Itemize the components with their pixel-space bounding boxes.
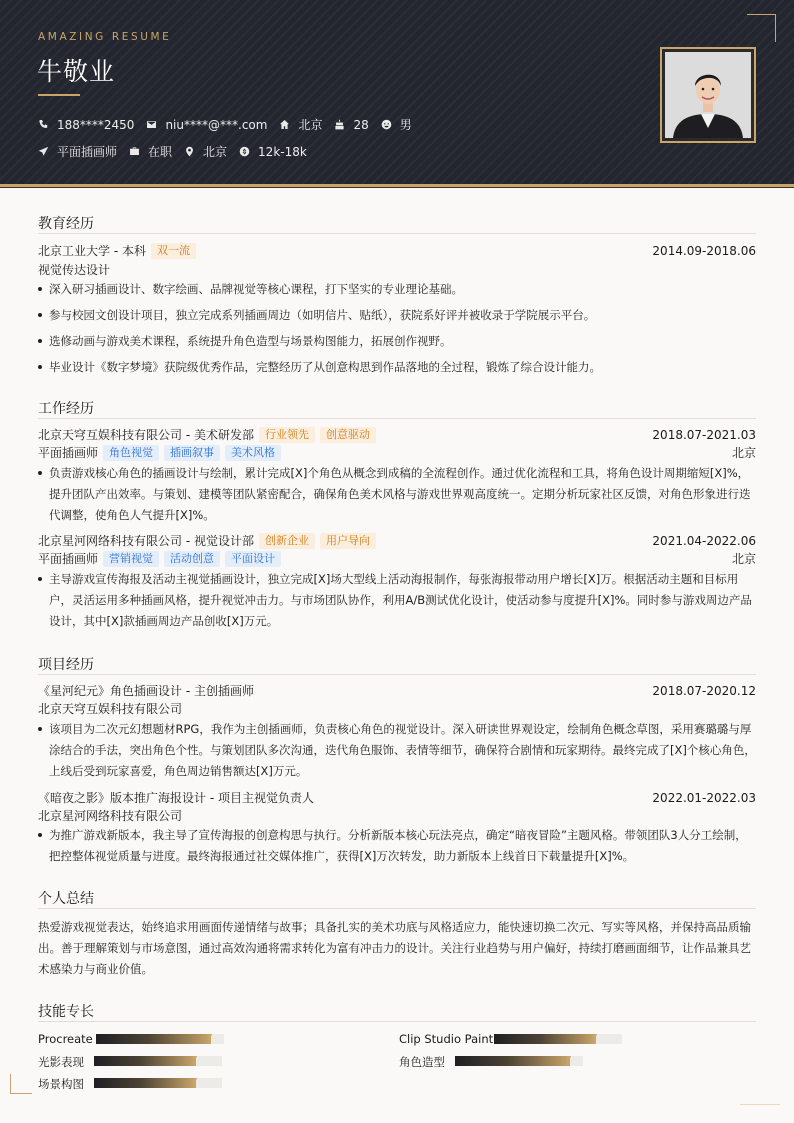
company-name: 北京天穹互娱科技有限公司 - 美术研发部 xyxy=(38,428,254,442)
project-description: 为推广游戏新版本，我主导了宣传海报的创意构思与执行。分析新版本核心玩法亮点，确定“暗夜冒险”主题风格。带领团队3人分工绘制，把控整体视觉质量与进度。最终海报通过社交媒体推广，获得[X]万次转发，助力新版本上线首日下载量提升[X]%。 xyxy=(38,825,756,867)
phone-item xyxy=(38,118,134,132)
status-item xyxy=(129,143,172,160)
section-divider xyxy=(38,674,756,675)
education-bullet: 选修动画与游戏美术课程，系统提升角色造型与场景构图能力，拓展创作视野。 xyxy=(38,331,756,352)
skill-name: Procreate xyxy=(38,1032,93,1046)
corner-ornament xyxy=(10,1074,32,1094)
job-intent-row xyxy=(38,143,319,160)
project-company: 北京天穹互娱科技有限公司 xyxy=(38,702,183,716)
section-divider xyxy=(38,908,756,909)
job-header-row xyxy=(38,426,756,443)
skill-bar xyxy=(455,1056,583,1066)
project-name: 《星河纪元》角色插画设计 - 主创插画师 xyxy=(38,684,254,698)
age-item xyxy=(334,118,368,132)
skill-tag: 营销视觉 xyxy=(103,551,159,567)
skill-bar-fill xyxy=(494,1034,596,1044)
skill-tag: 活动创意 xyxy=(164,551,220,567)
skill-name: 场景构图 xyxy=(38,1077,84,1091)
company-tag: 创意驱动 xyxy=(320,427,376,443)
project-header-row xyxy=(38,789,756,806)
age-text: 28 xyxy=(353,117,369,132)
project-name: 《暗夜之影》版本推广海报设计 - 项目主视觉负责人 xyxy=(38,791,314,805)
skill-tag: 角色视觉 xyxy=(103,445,159,461)
skill-item xyxy=(399,1032,493,1046)
resume-header xyxy=(0,0,794,184)
skill-item xyxy=(38,1032,93,1046)
project-description: 该项目为二次元幻想题材RPG，我作为主创插画师，负责核心角色的视觉设计。深入研读世界观设定，绘制角色概念草图，采用赛璐璐与厚涂结合的手法，突出角色个性。与策划团队多次沟通，迭代角色服饰、表情等细节，确保符合剧情和玩家期待。最终完成了[X]个核心角色，上线后受到玩家喜爱，角色周边销售额达[X]万元。 xyxy=(38,719,756,782)
phone-text: 188****2450 xyxy=(57,117,135,132)
education-bullet: 毕业设计《数字梦境》获院级优秀作品，完整经历了从创意构思到作品落地的全过程，锻炼了综合设计能力。 xyxy=(38,357,756,378)
phone-icon xyxy=(38,119,49,130)
profile-photo xyxy=(660,47,756,143)
job-role-row xyxy=(38,444,756,461)
email-text: niu****@***.com xyxy=(165,117,268,132)
position-text: 平面插画师 xyxy=(57,145,118,159)
status-text: 在职 xyxy=(148,145,173,159)
section-divider xyxy=(38,1021,756,1022)
section-divider xyxy=(38,418,756,419)
skill-name: Clip Studio Paint xyxy=(399,1032,494,1046)
section-divider xyxy=(38,233,756,234)
summary-section-title: 个人总结 xyxy=(38,891,94,907)
skill-bar xyxy=(96,1034,224,1044)
mail-icon xyxy=(146,119,157,130)
project-date: 2018.07-2020.12 xyxy=(652,683,756,698)
skill-name: 角色造型 xyxy=(399,1055,445,1069)
job-role: 平面插画师 xyxy=(38,446,99,460)
cake-icon xyxy=(334,119,345,130)
skill-tag: 插画叙事 xyxy=(164,445,220,461)
summary-text: 热爱游戏视觉表达，始终追求用画面传递情绪与故事；具备扎实的美术功底与风格适应力，能快速切换二次元、写实等风格，并保持高品质输出。善于理解策划与市场意图，通过高效沟通将需求转化为富有冲击力的设计。关注行业趋势与用户偏好，持续打磨画面细节，让作品兼具艺术感染力与商业价值。 xyxy=(38,920,751,976)
header-shadow-line xyxy=(0,187,794,188)
corner-ornament xyxy=(740,1104,780,1105)
job-date: 2018.07-2021.03 xyxy=(652,427,756,442)
skill-tag: 美术风格 xyxy=(225,445,281,461)
job-date: 2021.04-2022.06 xyxy=(652,533,756,548)
project-header-row xyxy=(38,682,756,699)
school-name: 北京工业大学 - 本科 xyxy=(38,244,146,258)
company-name: 北京星河网络科技有限公司 - 视觉设计部 xyxy=(38,534,254,548)
company-tag: 用户导向 xyxy=(320,533,376,549)
major-name: 视觉传达设计 xyxy=(38,263,111,277)
avatar xyxy=(665,52,751,138)
send-icon xyxy=(38,146,49,157)
candidate-name: 牛敬业 xyxy=(37,57,116,86)
job-role-row xyxy=(38,550,756,567)
location-pin-icon xyxy=(184,146,195,157)
skill-item xyxy=(38,1076,84,1092)
skill-bar-fill xyxy=(94,1078,196,1088)
name-underline xyxy=(38,94,80,96)
company-tag: 行业领先 xyxy=(259,427,315,443)
job-description: 负责游戏核心角色的插画设计与绘制，累计完成[X]个角色从概念到成稿的全流程创作。通过优化流程和工具，将角色设计周期缩短[X]%，提升团队产出效率。与策划、建模等团队紧密配合，确保角色美术风格与游戏世界观高度统一。定期分析玩家社区反馈，对角色形象进行迭代调整，使角色人气提升[X]%。 xyxy=(38,463,756,526)
skill-item xyxy=(38,1054,84,1070)
position-item xyxy=(38,143,117,160)
skill-bar-fill xyxy=(96,1034,211,1044)
gender-text: 男 xyxy=(399,118,412,132)
target-city-item xyxy=(184,143,227,160)
education-section-title: 教育经历 xyxy=(38,216,94,232)
skills-section-title: 技能专长 xyxy=(38,1004,94,1020)
salary-text: 12k-18k xyxy=(258,144,307,159)
project-company: 北京星河网络科技有限公司 xyxy=(38,809,183,823)
portrait-illustration xyxy=(665,52,751,138)
city-text: 北京 xyxy=(298,118,323,132)
work-section-title: 工作经历 xyxy=(38,401,94,417)
city-item xyxy=(279,116,322,133)
job-city: 北京 xyxy=(731,552,756,566)
education-header-row xyxy=(38,242,756,259)
skill-item xyxy=(399,1054,445,1070)
skill-bar xyxy=(494,1034,622,1044)
projects-section-title: 项目经历 xyxy=(38,657,94,673)
skill-bar-fill xyxy=(455,1056,570,1066)
education-bullet: 参与校园文创设计项目，独立完成系列插画周边（如明信片、贴纸），获院系好评并被收录于学院展示平台。 xyxy=(38,305,756,326)
gender-item xyxy=(381,116,412,133)
resume-tagline: AMAZING RESUME xyxy=(38,31,172,43)
coin-icon xyxy=(239,146,250,157)
job-header-row xyxy=(38,532,756,549)
home-icon xyxy=(279,119,290,130)
email-item xyxy=(146,118,267,132)
project-date: 2022.01-2022.03 xyxy=(652,790,756,805)
job-city: 北京 xyxy=(731,446,756,460)
skill-name: 光影表现 xyxy=(38,1055,84,1069)
skill-bar-fill xyxy=(94,1056,196,1066)
school-tag: 双一流 xyxy=(151,243,196,259)
skill-tag: 平面设计 xyxy=(225,551,281,567)
corner-ornament xyxy=(747,14,776,42)
target-city-text: 北京 xyxy=(203,145,228,159)
face-icon xyxy=(381,119,392,130)
skill-bar xyxy=(94,1056,222,1066)
contact-row xyxy=(38,116,424,133)
skill-bar xyxy=(94,1078,222,1088)
company-tag: 创新企业 xyxy=(259,533,315,549)
briefcase-icon xyxy=(129,146,140,157)
job-description: 主导游戏宣传海报及活动主视觉插画设计，独立完成[X]场大型线上活动海报制作，每张海报带动用户增长[X]万。根据活动主题和目标用户，灵活运用多种插画风格，提升视觉冲击力。与市场团队协作，利用A/B测试优化设计，使活动参与度提升[X]%。同时参与游戏周边产品设计，其中[X]款插画周边产品创收[X]万元。 xyxy=(38,569,756,632)
job-role: 平面插画师 xyxy=(38,552,99,566)
education-bullet: 深入研习插画设计、数字绘画、品牌视觉等核心课程，打下坚实的专业理论基础。 xyxy=(38,279,756,300)
education-date: 2014.09-2018.06 xyxy=(652,243,756,258)
salary-item xyxy=(239,145,307,159)
